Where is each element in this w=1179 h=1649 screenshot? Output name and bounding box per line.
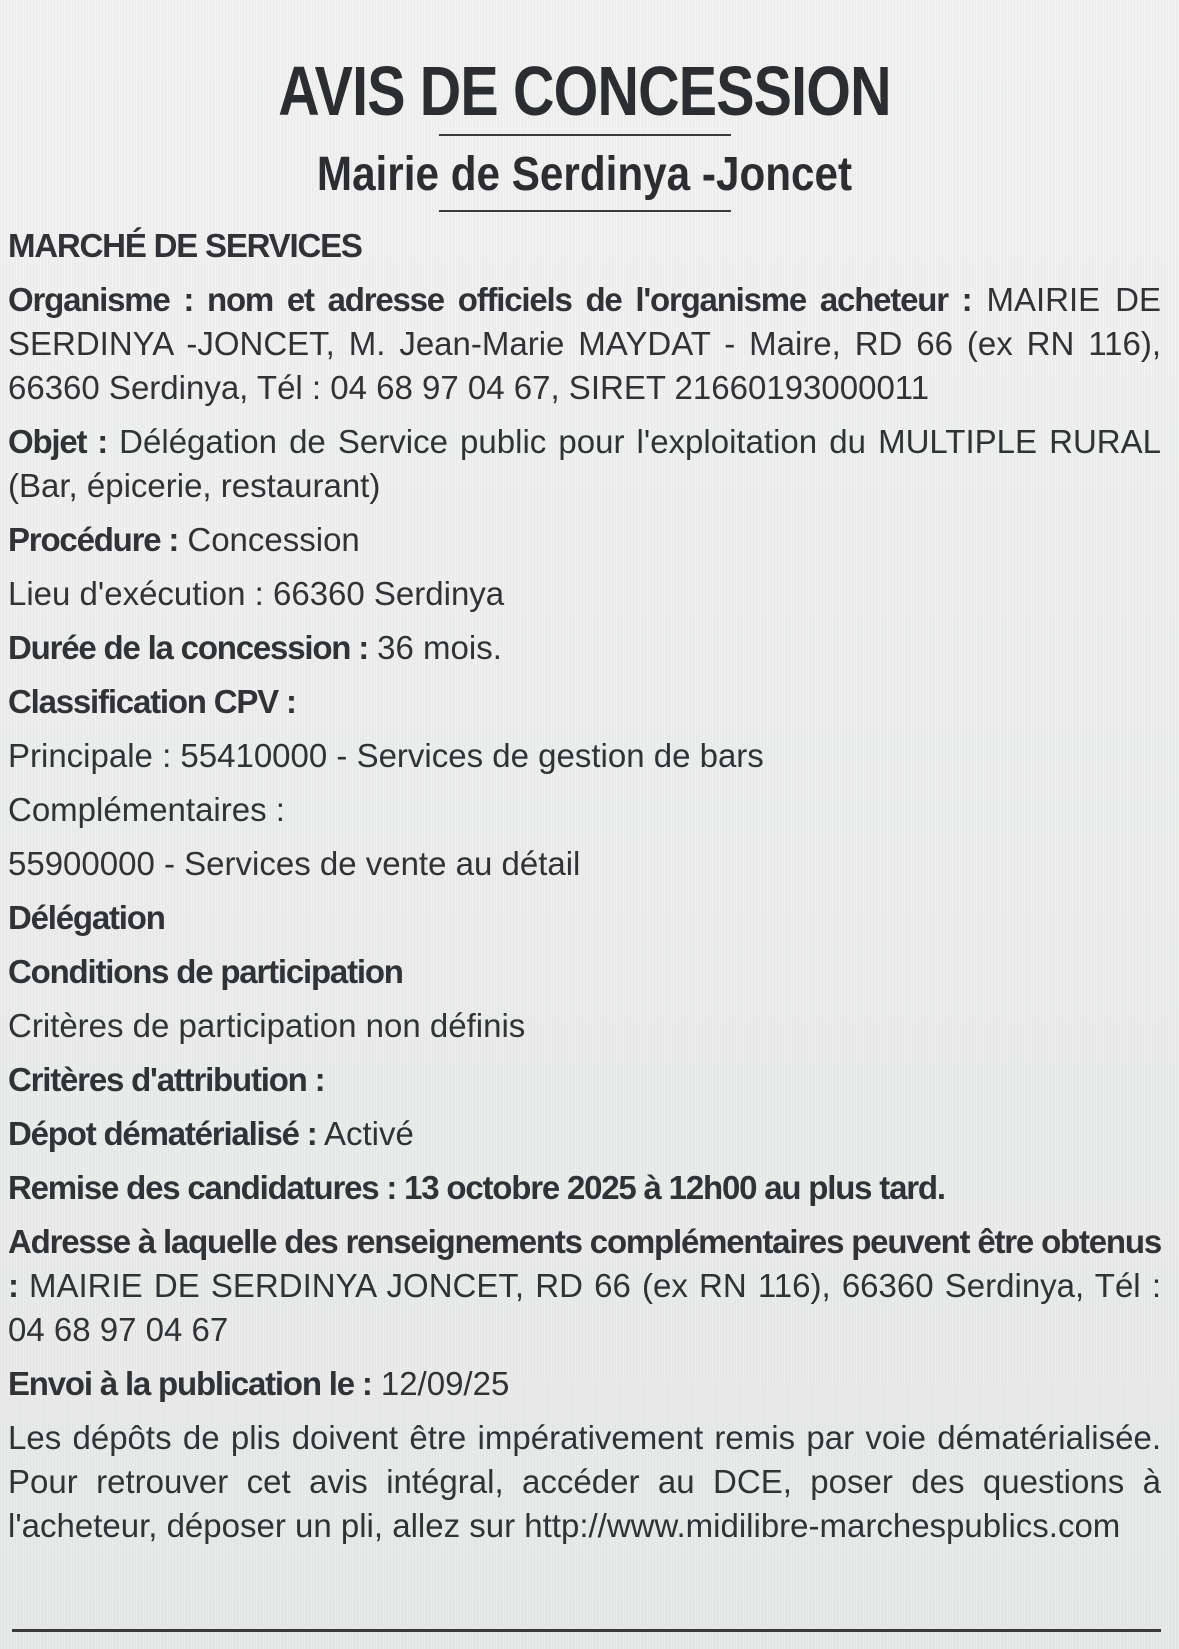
conditions-paragraph <box>8 950 1161 994</box>
bottom-rule <box>12 1629 1161 1632</box>
notice-subtitle: Mairie de Serdinya -Joncet <box>316 148 853 201</box>
conditions-value: Critères de participation non définis <box>8 1007 526 1044</box>
delegation-paragraph <box>8 896 1161 940</box>
criteres-label: Critères d'attribution : <box>8 1061 325 1098</box>
depot-label: Dépot dématérialisé : <box>8 1115 317 1152</box>
principale-paragraph: Principale : 55410000 - Services de gestion de bars <box>8 737 764 774</box>
envoi-label: Envoi à la publication le : <box>8 1365 372 1402</box>
organisme-label: Organisme : nom et adresse officiels de l'organisme acheteur : <box>8 281 972 318</box>
objet-label: Objet : <box>8 423 108 460</box>
classification-label: Classification CPV : <box>8 683 296 720</box>
remise-paragraph <box>8 1166 1161 1210</box>
adresse-value: MAIRIE DE SERDINYA JONCET, RD 66 (ex RN 116), 66360 Serdinya, Tél : 04 68 97 04 67 <box>8 1267 1161 1348</box>
adresse-paragraph <box>8 1220 1161 1352</box>
duree-label: Durée de la concession : <box>8 629 368 666</box>
adresse-label: Adresse à laquelle des renseignements complémentaires peuvent être obtenus : <box>8 1223 1161 1304</box>
title-rule <box>439 134 731 136</box>
objet-value: Délégation de Service public pour l'exploitation du MULTIPLE RURAL (Bar, épicerie, restaurant) <box>8 423 1161 504</box>
objet-paragraph <box>8 420 1161 508</box>
organisme-value: MAIRIE DE SERDINYA -JONCET, M. Jean-Marie MAYDAT - Maire, RD 66 (ex RN 116), 66360 Serdinya, Tél : 04 68 97 04 67, SIRET 21660193000011 <box>8 281 1161 406</box>
conditions-label: Conditions de participation <box>8 953 403 990</box>
classification-paragraph <box>8 680 1161 724</box>
duree-value: 36 mois. <box>377 629 502 666</box>
depot-value: Activé <box>323 1115 414 1152</box>
notice-header <box>8 0 1161 212</box>
section-heading <box>8 224 1161 268</box>
organisme-paragraph <box>8 278 1161 410</box>
envoi-paragraph <box>8 1362 1161 1406</box>
envoi-value: 12/09/25 <box>380 1365 510 1402</box>
notice-body <box>8 212 1161 1548</box>
procedure-value: Concession <box>187 521 360 558</box>
section-heading-text: MARCHÉ DE SERVICES <box>8 227 362 264</box>
complementaires-value: 55900000 - Services de vente au détail <box>8 845 581 882</box>
duree-paragraph <box>8 626 1161 670</box>
notice-title: AVIS DE CONCESSION <box>278 52 891 130</box>
complementaires-label: Complémentaires : <box>8 791 285 828</box>
criteres-paragraph <box>8 1058 1161 1102</box>
remise-text: Remise des candidatures : 13 octobre 2025 à 12h00 au plus tard. <box>8 1169 945 1206</box>
procedure-label: Procédure : <box>8 521 179 558</box>
footer-note: Les dépôts de plis doivent être impérativement remis par voie dématérialisée. Pour retrouver cet avis intégral, accéder au DCE, poser des questions à l'acheteur, déposer un pli, allez sur http://www.midilibre-marchespublics.com <box>8 1419 1161 1544</box>
procedure-paragraph <box>8 518 1161 562</box>
delegation-label: Délégation <box>8 899 165 936</box>
lieu-paragraph: Lieu d'exécution : 66360 Serdinya <box>8 575 505 612</box>
depot-paragraph <box>8 1112 1161 1156</box>
